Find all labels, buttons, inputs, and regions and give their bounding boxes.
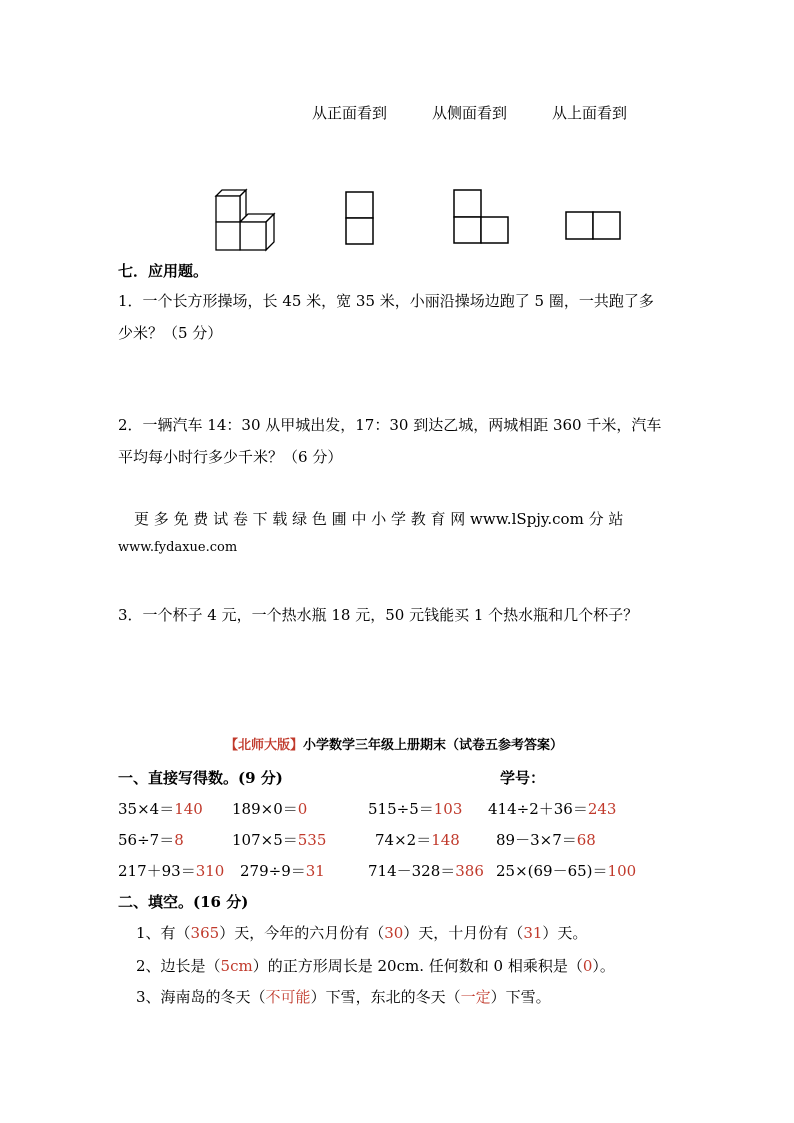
part1-title: 一、直接写得数。(9 分) [118, 769, 283, 787]
side-view-figure [452, 188, 512, 246]
calc-item: 107×5＝535 [232, 831, 327, 849]
calc-item: 35×4＝140 [118, 800, 203, 818]
top-view-figure [564, 210, 624, 242]
part2-title: 二、填空。(16 分) [118, 893, 249, 911]
fill-line-2: 2、边长是（5cm）的正方形周长是 20cm. 任何数和 0 相乘积是（0）。 [136, 957, 615, 975]
ad-line1: 更 多 免 费 试 卷 下 载 绿 色 圃 中 小 学 教 育 网 www.lSpjy.com 分 站 [134, 510, 624, 528]
calc-item: 414÷2＋36＝243 [488, 800, 617, 818]
section7-title: 七．应用题。 [118, 262, 209, 280]
calc-item: 74×2＝148 [375, 831, 460, 849]
q1-line2: 少米？（5 分） [118, 324, 223, 342]
calc-item: 515÷5＝103 [368, 800, 463, 818]
q3: 3．一个杯子 4 元，一个热水瓶 18 元，50 元钱能买 1 个热水瓶和几个杯子？ [118, 606, 639, 624]
calc-item: 56÷7＝8 [118, 831, 184, 849]
view-label-front: 从正面看到 [312, 104, 388, 122]
ad-line2: www.fydaxue.com [118, 540, 238, 555]
calc-item: 217＋93＝310 [118, 862, 225, 880]
calc-item: 714－328＝386 [368, 862, 484, 880]
fill-line-3: 3、海南岛的冬天（不可能）下雪，东北的冬天（一定）下雪。 [136, 988, 551, 1006]
answer-title [225, 734, 563, 753]
front-view-figure [344, 190, 376, 248]
q2-line2: 平均每小时行多少千米？（6 分） [118, 448, 343, 466]
answer-title-text: 小学数学三年级上册期末（试卷五参考答案） [303, 738, 564, 753]
calc-item: 89－3×7＝68 [496, 831, 596, 849]
calc-item: 279÷9＝31 [240, 862, 325, 880]
q1-line1: 1．一个长方形操场，长 45 米，宽 35 米，小丽沿操场边跑了 5 圈，一共跑了多 [118, 292, 654, 310]
student-number-label: 学号： [500, 769, 546, 787]
cube-stack-figure [210, 184, 282, 252]
answer-title-edition: 【北师大版】 [225, 738, 304, 753]
view-label-side: 从侧面看到 [432, 104, 508, 122]
q2-line1: 2．一辆汽车 14：30 从甲城出发，17：30 到达乙城，两城相距 360 千米，汽车 [118, 416, 662, 434]
view-label-top: 从上面看到 [552, 104, 628, 122]
calc-item: 189×0＝0 [232, 800, 308, 818]
fill-line-1: 1、有（365）天，今年的六月份有（30）天，十月份有（31）天。 [136, 924, 588, 942]
calc-item: 25×(69－65)＝100 [496, 862, 637, 880]
